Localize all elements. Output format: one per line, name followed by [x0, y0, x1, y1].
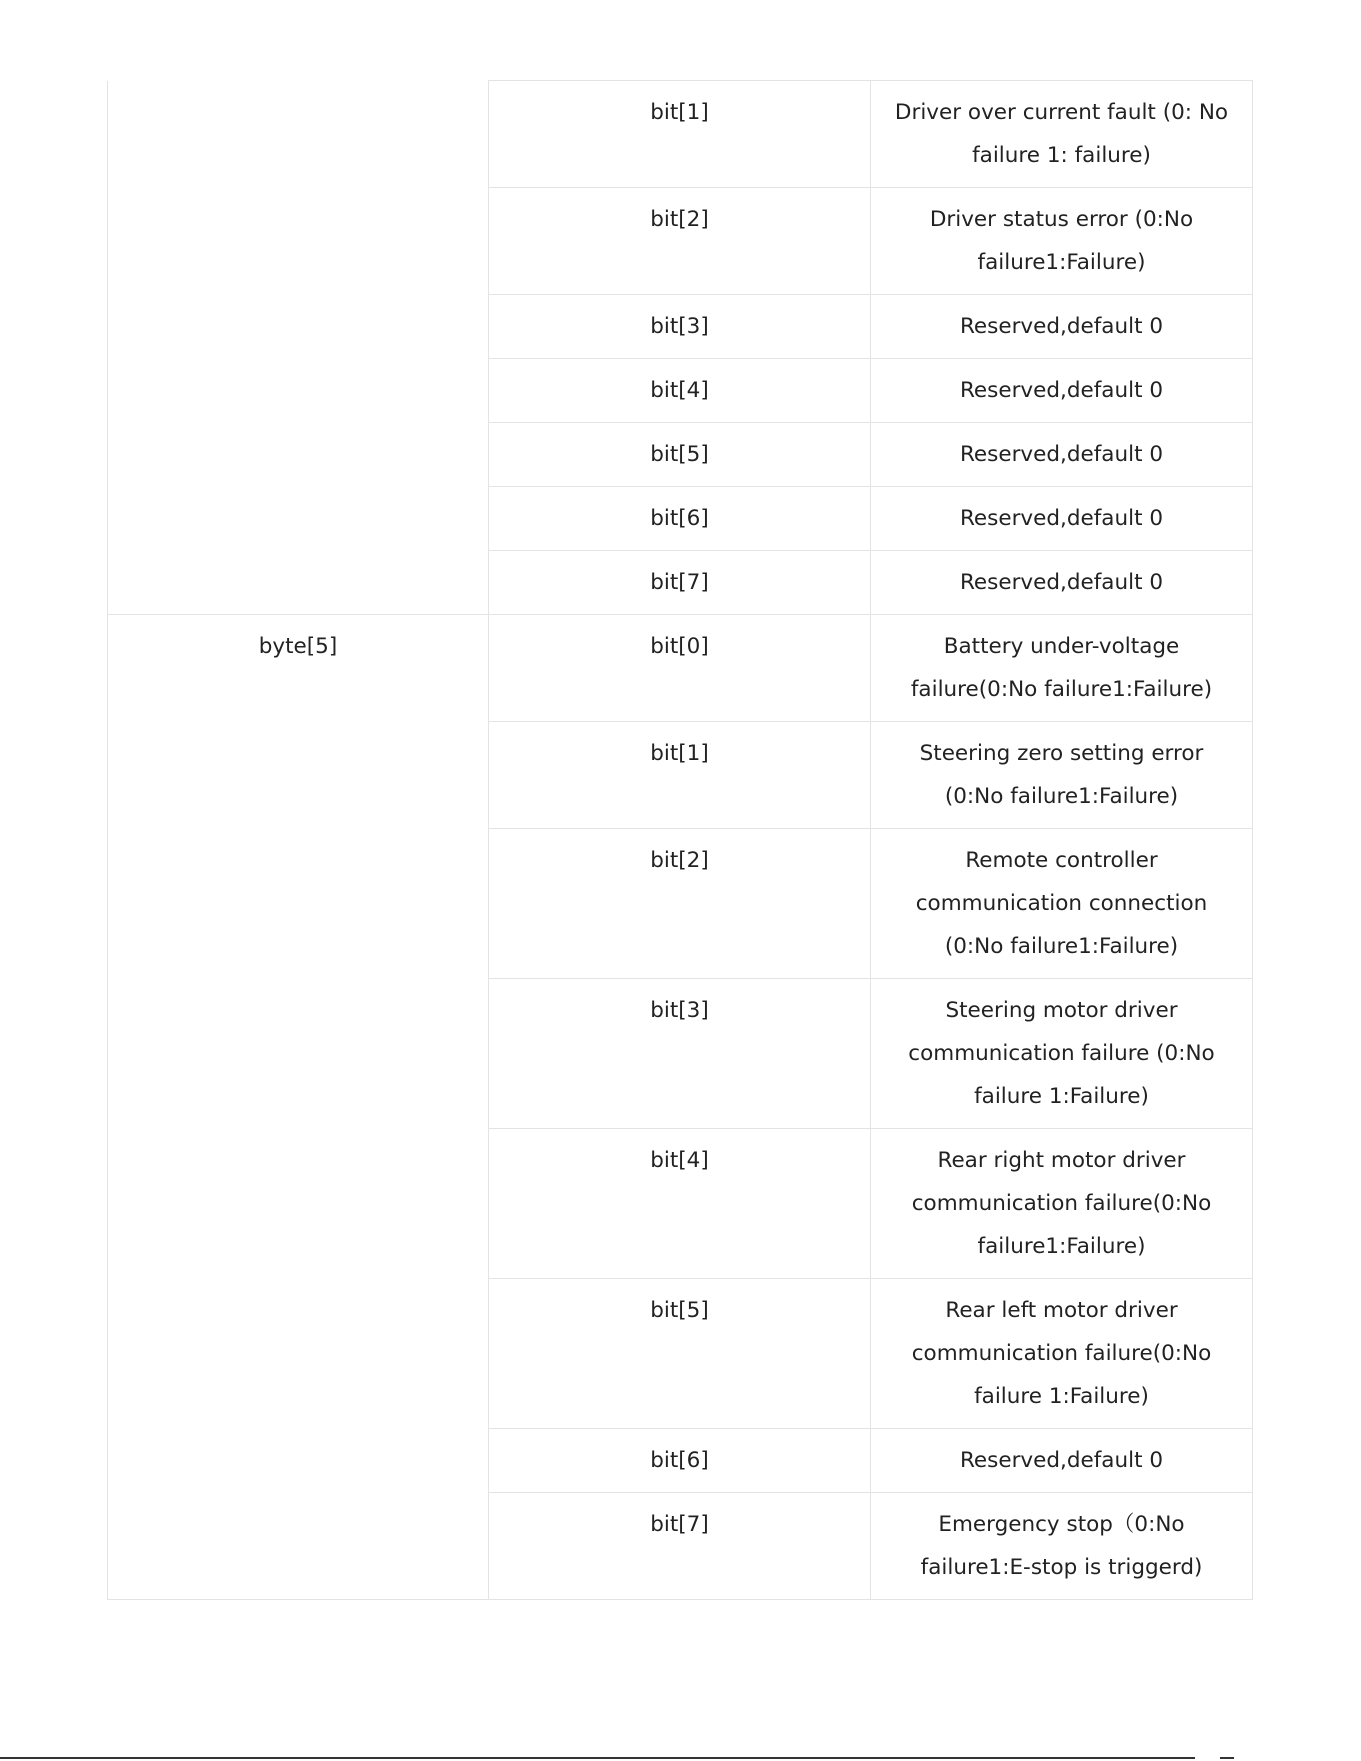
description-cell: Driver over current fault (0: No failure 1: failure)	[871, 81, 1253, 188]
description-cell: Reserved,default 0	[871, 295, 1253, 359]
bit-cell: bit[3]	[489, 295, 871, 359]
description-cell: Reserved,default 0	[871, 1429, 1253, 1493]
footer-mark	[1220, 1757, 1234, 1759]
table-row	[108, 81, 1253, 188]
bit-definition-table	[107, 80, 1253, 1600]
description-cell: Driver status error (0:No failure1:Failure)	[871, 188, 1253, 295]
bit-cell: bit[7]	[489, 551, 871, 615]
bit-cell: bit[1]	[489, 81, 871, 188]
bit-cell: bit[7]	[489, 1493, 871, 1600]
bit-cell: bit[6]	[489, 487, 871, 551]
description-cell: Reserved,default 0	[871, 487, 1253, 551]
bit-cell: bit[2]	[489, 188, 871, 295]
description-cell: Battery under-voltage failure(0:No failure1:Failure)	[871, 615, 1253, 722]
description-cell: Reserved,default 0	[871, 359, 1253, 423]
description-cell: Reserved,default 0	[871, 423, 1253, 487]
bit-cell: bit[6]	[489, 1429, 871, 1493]
bit-cell: bit[4]	[489, 359, 871, 423]
byte-cell: byte[5]	[108, 615, 489, 1600]
bit-cell: bit[5]	[489, 423, 871, 487]
bit-cell: bit[1]	[489, 722, 871, 829]
bit-cell: bit[3]	[489, 979, 871, 1129]
description-cell: Steering zero setting error (0:No failure1:Failure)	[871, 722, 1253, 829]
description-cell: Rear right motor driver communication failure(0:No failure1:Failure)	[871, 1129, 1253, 1279]
bit-cell: bit[2]	[489, 829, 871, 979]
footer-divider	[0, 1757, 1195, 1759]
bit-cell: bit[5]	[489, 1279, 871, 1429]
bit-cell: bit[0]	[489, 615, 871, 722]
description-cell: Reserved,default 0	[871, 551, 1253, 615]
description-cell: Rear left motor driver communication failure(0:No failure 1:Failure)	[871, 1279, 1253, 1429]
description-cell: Steering motor driver communication failure (0:No failure 1:Failure)	[871, 979, 1253, 1129]
description-cell: Emergency stop（0:No failure1:E-stop is triggerd)	[871, 1493, 1253, 1600]
byte-cell-continued	[108, 81, 489, 615]
table-row	[108, 615, 1253, 722]
description-cell: Remote controller communication connection (0:No failure1:Failure)	[871, 829, 1253, 979]
bit-cell: bit[4]	[489, 1129, 871, 1279]
